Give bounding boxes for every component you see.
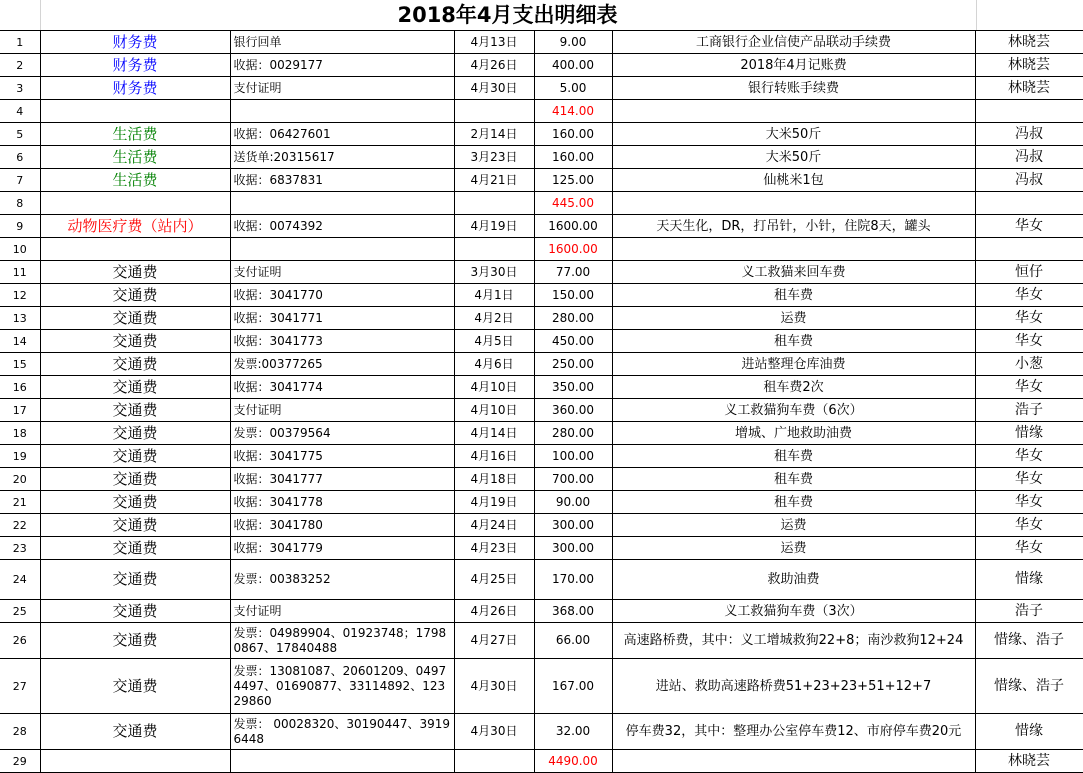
date-cell[interactable]: 4月2日 (454, 307, 534, 330)
category-cell[interactable]: 交通费 (40, 261, 230, 284)
date-cell[interactable]: 4月26日 (454, 54, 534, 77)
person-cell[interactable]: 华女 (975, 514, 1083, 537)
description-cell[interactable] (612, 238, 975, 261)
category-cell[interactable] (40, 192, 230, 215)
person-cell[interactable]: 华女 (975, 215, 1083, 238)
description-cell[interactable]: 仙桃米1包 (612, 169, 975, 192)
row-number-cell[interactable]: 21 (0, 491, 40, 514)
document-cell[interactable]: 收据：3041778 (230, 491, 454, 514)
category-cell[interactable]: 动物医疗费（站内） (40, 215, 230, 238)
row-number-cell[interactable]: 6 (0, 146, 40, 169)
person-cell[interactable]: 林晓芸 (975, 750, 1083, 773)
expense-table (0, 30, 1083, 773)
amount-cell[interactable]: 160.00 (534, 146, 612, 169)
category-cell[interactable]: 交通费 (40, 537, 230, 560)
date-cell[interactable]: 2月14日 (454, 123, 534, 146)
table-row (0, 146, 1083, 169)
row-number-cell[interactable]: 17 (0, 399, 40, 422)
person-cell[interactable]: 惜缘 (975, 714, 1083, 750)
row-number-cell[interactable]: 14 (0, 330, 40, 353)
document-cell[interactable]: 收据：3041773 (230, 330, 454, 353)
row-number-cell[interactable]: 9 (0, 215, 40, 238)
date-cell[interactable]: 3月30日 (454, 261, 534, 284)
document-cell[interactable]: 收据：0074392 (230, 215, 454, 238)
table-row (0, 307, 1083, 330)
category-cell[interactable]: 生活费 (40, 123, 230, 146)
amount-cell[interactable]: 66.00 (534, 623, 612, 659)
amount-cell[interactable]: 350.00 (534, 376, 612, 399)
row-number-cell[interactable]: 16 (0, 376, 40, 399)
category-cell[interactable]: 交通费 (40, 623, 230, 659)
table-row (0, 537, 1083, 560)
document-cell[interactable]: 收据：3041774 (230, 376, 454, 399)
description-cell[interactable]: 义工救猫来回车费 (612, 261, 975, 284)
row-number-cell[interactable]: 10 (0, 238, 40, 261)
category-cell[interactable]: 交通费 (40, 376, 230, 399)
category-cell[interactable]: 生活费 (40, 146, 230, 169)
person-cell[interactable]: 恒仔 (975, 261, 1083, 284)
subtotal-amount-cell[interactable]: 1600.00 (534, 238, 612, 261)
person-cell[interactable]: 华女 (975, 307, 1083, 330)
description-cell[interactable] (612, 100, 975, 123)
row-number-cell[interactable]: 15 (0, 353, 40, 376)
description-cell[interactable] (612, 192, 975, 215)
amount-cell[interactable]: 167.00 (534, 659, 612, 714)
person-cell[interactable]: 惜缘、浩子 (975, 659, 1083, 714)
description-cell[interactable]: 2018年4月记账费 (612, 54, 975, 77)
date-cell[interactable]: 4月10日 (454, 376, 534, 399)
table-row (0, 514, 1083, 537)
person-cell[interactable] (975, 100, 1083, 123)
document-cell[interactable]: 收据：6837831 (230, 169, 454, 192)
description-cell[interactable]: 运费 (612, 307, 975, 330)
amount-cell[interactable]: 77.00 (534, 261, 612, 284)
person-cell[interactable]: 华女 (975, 491, 1083, 514)
row-number-cell[interactable]: 7 (0, 169, 40, 192)
date-cell[interactable]: 4月25日 (454, 560, 534, 600)
row-number-cell[interactable]: 25 (0, 600, 40, 623)
description-cell[interactable]: 救助油费 (612, 560, 975, 600)
category-cell[interactable]: 交通费 (40, 353, 230, 376)
person-cell[interactable]: 冯叔 (975, 146, 1083, 169)
document-cell[interactable]: 收据：3041777 (230, 468, 454, 491)
date-cell[interactable]: 4月6日 (454, 353, 534, 376)
person-cell[interactable]: 林晓芸 (975, 31, 1083, 54)
document-cell[interactable]: 发票:00377265 (230, 353, 454, 376)
description-cell[interactable]: 租车费 (612, 284, 975, 307)
person-cell[interactable]: 林晓芸 (975, 54, 1083, 77)
table-row (0, 468, 1083, 491)
document-cell[interactable]: 支付证明 (230, 600, 454, 623)
subtotal-amount-cell[interactable]: 445.00 (534, 192, 612, 215)
person-cell[interactable] (975, 192, 1083, 215)
row-number-cell[interactable]: 28 (0, 714, 40, 750)
description-cell[interactable]: 停车费32，其中：整理办公室停车费12、市府停车费20元 (612, 714, 975, 750)
category-cell[interactable]: 交通费 (40, 468, 230, 491)
row-number-cell[interactable]: 29 (0, 750, 40, 773)
person-cell[interactable]: 冯叔 (975, 169, 1083, 192)
date-cell[interactable] (454, 192, 534, 215)
amount-cell[interactable]: 280.00 (534, 422, 612, 445)
date-cell[interactable]: 4月21日 (454, 169, 534, 192)
amount-cell[interactable]: 360.00 (534, 399, 612, 422)
description-cell[interactable]: 进站、救助高速路桥费51+23+23+51+12+7 (612, 659, 975, 714)
subtotal-amount-cell[interactable]: 4490.00 (534, 750, 612, 773)
category-cell[interactable]: 交通费 (40, 491, 230, 514)
description-cell[interactable]: 运费 (612, 514, 975, 537)
category-cell[interactable]: 交通费 (40, 445, 230, 468)
gridline (976, 0, 977, 30)
table-row (0, 623, 1083, 659)
description-cell[interactable]: 大米50斤 (612, 123, 975, 146)
category-cell[interactable]: 交通费 (40, 659, 230, 714)
description-cell[interactable]: 义工救猫狗车费（6次） (612, 399, 975, 422)
row-number-cell[interactable]: 4 (0, 100, 40, 123)
category-cell[interactable]: 交通费 (40, 307, 230, 330)
table-row (0, 54, 1083, 77)
document-cell[interactable] (230, 750, 454, 773)
amount-cell[interactable]: 450.00 (534, 330, 612, 353)
person-cell[interactable]: 林晓芸 (975, 77, 1083, 100)
description-cell[interactable]: 大米50斤 (612, 146, 975, 169)
amount-cell[interactable]: 5.00 (534, 77, 612, 100)
document-cell[interactable]: 支付证明 (230, 399, 454, 422)
date-cell[interactable] (454, 238, 534, 261)
person-cell[interactable]: 华女 (975, 376, 1083, 399)
date-cell[interactable]: 4月23日 (454, 537, 534, 560)
category-cell[interactable]: 交通费 (40, 600, 230, 623)
amount-cell[interactable]: 700.00 (534, 468, 612, 491)
description-cell[interactable]: 进站整理仓库油费 (612, 353, 975, 376)
amount-cell[interactable]: 1600.00 (534, 215, 612, 238)
person-cell[interactable] (975, 238, 1083, 261)
row-number-cell[interactable]: 19 (0, 445, 40, 468)
category-cell[interactable] (40, 750, 230, 773)
date-cell[interactable]: 4月18日 (454, 468, 534, 491)
date-cell[interactable]: 4月19日 (454, 491, 534, 514)
table-row (0, 123, 1083, 146)
category-cell[interactable]: 交通费 (40, 399, 230, 422)
category-cell[interactable] (40, 100, 230, 123)
table-row (0, 215, 1083, 238)
table-row (0, 714, 1083, 750)
table-row (0, 77, 1083, 100)
row-number-cell[interactable]: 26 (0, 623, 40, 659)
person-cell[interactable]: 小葱 (975, 353, 1083, 376)
table-row (0, 284, 1083, 307)
document-cell[interactable]: 收据：3041770 (230, 284, 454, 307)
description-cell[interactable]: 天天生化，DR，打吊针，小针，住院8天，罐头 (612, 215, 975, 238)
date-cell[interactable]: 4月24日 (454, 514, 534, 537)
document-cell[interactable]: 收据：3041775 (230, 445, 454, 468)
person-cell[interactable]: 浩子 (975, 399, 1083, 422)
person-cell[interactable]: 华女 (975, 468, 1083, 491)
row-number-cell[interactable]: 20 (0, 468, 40, 491)
amount-cell[interactable]: 300.00 (534, 537, 612, 560)
description-cell[interactable]: 租车费 (612, 468, 975, 491)
row-number-cell[interactable]: 27 (0, 659, 40, 714)
date-cell[interactable]: 4月30日 (454, 77, 534, 100)
category-cell[interactable]: 交通费 (40, 514, 230, 537)
date-cell[interactable]: 4月30日 (454, 714, 534, 750)
category-cell[interactable]: 交通费 (40, 330, 230, 353)
date-cell[interactable]: 4月5日 (454, 330, 534, 353)
row-number-cell[interactable]: 22 (0, 514, 40, 537)
document-cell[interactable]: 送货单:20315617 (230, 146, 454, 169)
description-cell[interactable]: 租车费 (612, 330, 975, 353)
date-cell[interactable] (454, 750, 534, 773)
amount-cell[interactable]: 250.00 (534, 353, 612, 376)
amount-cell[interactable]: 160.00 (534, 123, 612, 146)
row-number-cell[interactable]: 11 (0, 261, 40, 284)
subtotal-row (0, 238, 1083, 261)
date-cell[interactable]: 4月19日 (454, 215, 534, 238)
document-cell[interactable]: 收据：3041779 (230, 537, 454, 560)
row-number-cell[interactable]: 1 (0, 31, 40, 54)
category-cell[interactable]: 交通费 (40, 284, 230, 307)
subtotal-row (0, 750, 1083, 773)
person-cell[interactable]: 惜缘 (975, 560, 1083, 600)
date-cell[interactable]: 4月26日 (454, 600, 534, 623)
date-cell[interactable]: 4月10日 (454, 399, 534, 422)
table-row (0, 31, 1083, 54)
row-number-cell[interactable]: 3 (0, 77, 40, 100)
row-number-cell[interactable]: 8 (0, 192, 40, 215)
table-row (0, 261, 1083, 284)
date-cell[interactable]: 4月1日 (454, 284, 534, 307)
document-cell[interactable]: 支付证明 (230, 261, 454, 284)
date-cell[interactable]: 4月16日 (454, 445, 534, 468)
category-cell[interactable]: 交通费 (40, 422, 230, 445)
description-cell[interactable]: 增城、广地救助油费 (612, 422, 975, 445)
document-cell[interactable]: 收据：3041780 (230, 514, 454, 537)
table-row (0, 659, 1083, 714)
table-row (0, 600, 1083, 623)
amount-cell[interactable]: 280.00 (534, 307, 612, 330)
table-row (0, 560, 1083, 600)
person-cell[interactable]: 华女 (975, 445, 1083, 468)
date-cell[interactable]: 4月30日 (454, 659, 534, 714)
date-cell[interactable] (454, 100, 534, 123)
table-row (0, 330, 1083, 353)
subtotal-row (0, 100, 1083, 123)
amount-cell[interactable]: 32.00 (534, 714, 612, 750)
sheet-title[interactable]: 2018年4月支出明细表 (397, 3, 618, 27)
document-cell[interactable] (230, 100, 454, 123)
amount-cell[interactable]: 100.00 (534, 445, 612, 468)
subtotal-amount-cell[interactable]: 414.00 (534, 100, 612, 123)
description-cell[interactable] (612, 750, 975, 773)
date-cell[interactable]: 4月27日 (454, 623, 534, 659)
document-cell[interactable]: 发票：00383252 (230, 560, 454, 600)
amount-cell[interactable]: 170.00 (534, 560, 612, 600)
description-cell[interactable]: 租车费 (612, 491, 975, 514)
table-row (0, 491, 1083, 514)
category-cell[interactable]: 财务费 (40, 77, 230, 100)
person-cell[interactable]: 华女 (975, 284, 1083, 307)
description-cell[interactable]: 工商银行企业信使产品联动手续费 (612, 31, 975, 54)
category-cell[interactable]: 交通费 (40, 560, 230, 600)
row-number-cell[interactable]: 18 (0, 422, 40, 445)
row-number-cell[interactable]: 12 (0, 284, 40, 307)
table-row (0, 422, 1083, 445)
category-cell[interactable]: 财务费 (40, 31, 230, 54)
document-cell[interactable]: 银行回单 (230, 31, 454, 54)
category-cell[interactable] (40, 238, 230, 261)
date-cell[interactable]: 4月14日 (454, 422, 534, 445)
description-cell[interactable]: 租车费2次 (612, 376, 975, 399)
amount-cell[interactable]: 300.00 (534, 514, 612, 537)
row-number-cell[interactable]: 2 (0, 54, 40, 77)
document-cell[interactable]: 收据：06427601 (230, 123, 454, 146)
row-number-cell[interactable]: 5 (0, 123, 40, 146)
row-number-cell[interactable]: 13 (0, 307, 40, 330)
document-cell[interactable]: 支付证明 (230, 77, 454, 100)
person-cell[interactable]: 华女 (975, 330, 1083, 353)
table-row (0, 399, 1083, 422)
document-cell[interactable]: 发票：13081087、20601209、04974497、01690877、33114892、12329860 (230, 659, 454, 714)
amount-cell[interactable]: 125.00 (534, 169, 612, 192)
category-cell[interactable]: 财务费 (40, 54, 230, 77)
document-cell[interactable] (230, 238, 454, 261)
table-row (0, 169, 1083, 192)
person-cell[interactable]: 华女 (975, 537, 1083, 560)
amount-cell[interactable]: 150.00 (534, 284, 612, 307)
amount-cell[interactable]: 90.00 (534, 491, 612, 514)
table-row (0, 445, 1083, 468)
row-number-cell[interactable]: 24 (0, 560, 40, 600)
person-cell[interactable]: 浩子 (975, 600, 1083, 623)
person-cell[interactable]: 惜缘 (975, 422, 1083, 445)
person-cell[interactable]: 惜缘、浩子 (975, 623, 1083, 659)
category-cell[interactable]: 生活费 (40, 169, 230, 192)
description-cell[interactable]: 义工救猫狗车费（3次） (612, 600, 975, 623)
amount-cell[interactable]: 400.00 (534, 54, 612, 77)
document-cell[interactable]: 收据：3041771 (230, 307, 454, 330)
subtotal-row (0, 192, 1083, 215)
document-cell[interactable] (230, 192, 454, 215)
row-number-cell[interactable]: 23 (0, 537, 40, 560)
description-cell[interactable]: 银行转账手续费 (612, 77, 975, 100)
description-cell[interactable]: 高速路桥费，其中：义工增城救狗22+8；南沙救狗12+24 (612, 623, 975, 659)
document-cell[interactable]: 发票： 00028320、30190447、39196448 (230, 714, 454, 750)
amount-cell[interactable]: 368.00 (534, 600, 612, 623)
table-row (0, 353, 1083, 376)
date-cell[interactable]: 4月13日 (454, 31, 534, 54)
category-cell[interactable]: 交通费 (40, 714, 230, 750)
person-cell[interactable]: 冯叔 (975, 123, 1083, 146)
date-cell[interactable]: 3月23日 (454, 146, 534, 169)
description-cell[interactable]: 租车费 (612, 445, 975, 468)
document-cell[interactable]: 发票：00379564 (230, 422, 454, 445)
table-row (0, 376, 1083, 399)
document-cell[interactable]: 收据：0029177 (230, 54, 454, 77)
amount-cell[interactable]: 9.00 (534, 31, 612, 54)
document-cell[interactable]: 发票：04989904、01923748；17980867、17840488 (230, 623, 454, 659)
description-cell[interactable]: 运费 (612, 537, 975, 560)
